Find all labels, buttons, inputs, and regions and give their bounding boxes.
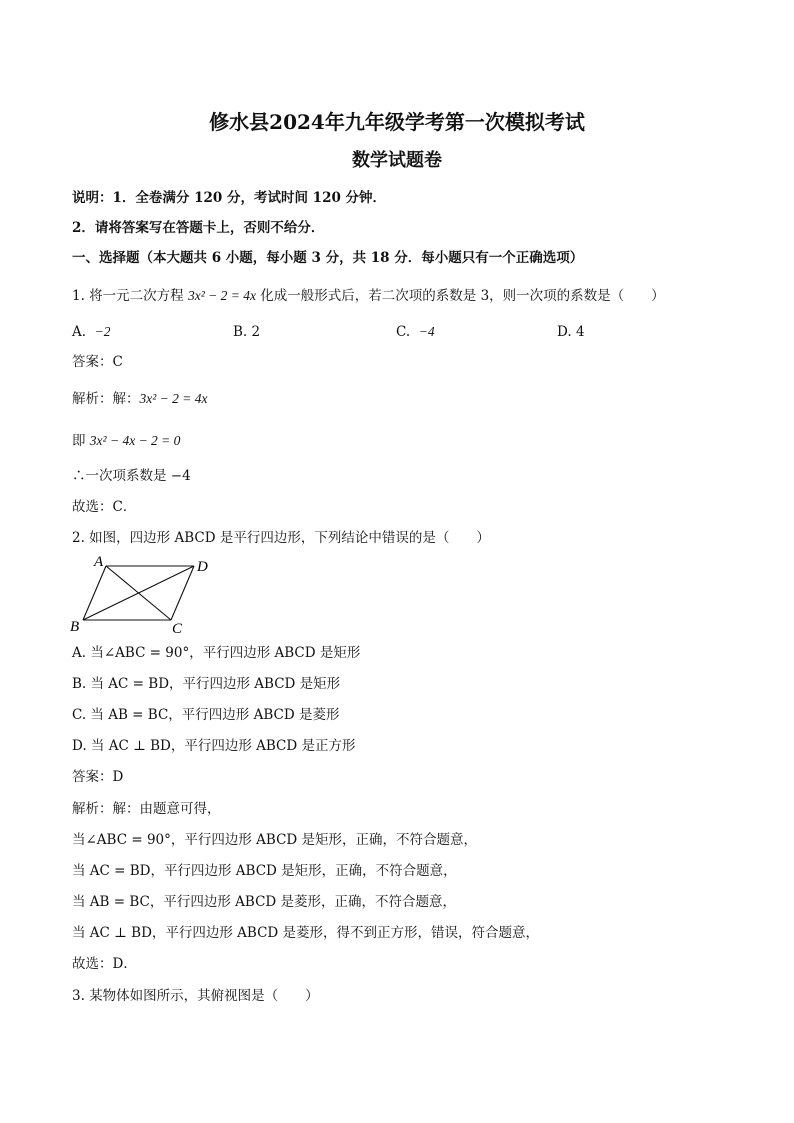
q1-answer: 答案：C bbox=[72, 354, 123, 370]
q1-option-b bbox=[233, 323, 260, 341]
q1-analysis-equation: 3x² − 2 = 4x bbox=[139, 391, 208, 406]
q1-option-b-value: 2 bbox=[251, 324, 261, 340]
q1-conclusion: ∴一次项系数是 −4 bbox=[72, 468, 191, 484]
diagonal-bd bbox=[83, 566, 194, 620]
q1-stem-text-a: 1. 将一元二次方程 bbox=[72, 288, 188, 304]
page-title: 修水县2024年九年级学考第一次模拟考试 bbox=[209, 110, 585, 134]
q2-option-b: B. 当 AC = BD，平行四边形 ABCD 是矩形 bbox=[72, 676, 341, 692]
q1-step-label: 即 bbox=[72, 433, 90, 449]
q1-option-d-value: 4 bbox=[575, 324, 585, 340]
edge-dc bbox=[171, 566, 194, 620]
vertex-label-c: C bbox=[172, 621, 183, 637]
q2-analysis-intro: 解析：解：由题意可得， bbox=[72, 801, 221, 817]
q2-choose: 故选：D． bbox=[72, 956, 137, 972]
vertex-label-b: B bbox=[70, 619, 80, 635]
section-heading: 一、选择题（本大题共 6 小题，每小题 3 分，共 18 分．每小题只有一个正确选项） bbox=[72, 250, 584, 266]
note-2: 2．请将答案写在答题卡上，否则不给分． bbox=[72, 220, 325, 236]
q1-analysis-label: 解析：解： bbox=[72, 391, 140, 407]
q1-option-a-label: A. bbox=[72, 324, 87, 340]
q1-stem-equation: 3x² − 2 = 4x bbox=[187, 288, 256, 303]
q1-option-d-label: D. bbox=[557, 324, 572, 340]
q1-stem bbox=[72, 287, 665, 305]
q1-option-c-value: −4 bbox=[418, 324, 435, 339]
q2-option-d: D. 当 AC ⊥ BD，平行四边形 ABCD 是正方形 bbox=[72, 738, 356, 754]
q1-analysis bbox=[72, 390, 208, 408]
q1-stem-text-b: 化成一般形式后，若二次项的系数是 3，则一次项的系数是（ ） bbox=[255, 288, 665, 304]
q2-analysis-line-4: 当 AC ⊥ BD，平行四边形 ABCD 是菱形，得不到正方形，错误，符合题意， bbox=[72, 925, 540, 941]
q2-analysis-line-2: 当 AC = BD，平行四边形 ABCD 是矩形，正确，不符合题意， bbox=[72, 863, 457, 879]
q1-option-a-value: −2 bbox=[94, 324, 111, 339]
q1-option-b-label: B. bbox=[233, 324, 248, 340]
q1-step bbox=[72, 432, 180, 450]
edge-ba bbox=[83, 566, 106, 620]
q2-analysis-line-1: 当∠ABC = 90°，平行四边形 ABCD 是矩形，正确，不符合题意， bbox=[72, 832, 478, 848]
q3-stem: 3. 某物体如图所示，其俯视图是（ ） bbox=[72, 988, 319, 1004]
note-1: 说明：1．全卷满分 120 分，考试时间 120 分钟． bbox=[72, 190, 387, 206]
vertex-label-a: A bbox=[94, 554, 104, 570]
q2-stem: 2. 如图，四边形 ABCD 是平行四边形，下列结论中错误的是（ ） bbox=[72, 530, 490, 546]
page-subtitle: 数学试题卷 bbox=[352, 150, 442, 171]
q1-option-a bbox=[72, 323, 111, 341]
q1-option-c bbox=[396, 323, 435, 341]
q2-answer: 答案：D bbox=[72, 769, 124, 785]
q2-option-c: C. 当 AB = BC，平行四边形 ABCD 是菱形 bbox=[72, 707, 340, 723]
vertex-label-d: D bbox=[197, 559, 208, 575]
q1-choose: 故选：C． bbox=[72, 499, 137, 515]
q2-analysis-line-3: 当 AB = BC，平行四边形 ABCD 是菱形，正确，不符合题意， bbox=[72, 894, 457, 910]
q1-option-c-label: C. bbox=[396, 324, 411, 340]
q2-option-a: A. 当∠ABC = 90°，平行四边形 ABCD 是矩形 bbox=[72, 645, 361, 661]
q1-step-equation: 3x² − 4x − 2 = 0 bbox=[89, 433, 181, 448]
parallelogram-figure bbox=[66, 552, 226, 640]
q1-option-d bbox=[557, 323, 585, 341]
